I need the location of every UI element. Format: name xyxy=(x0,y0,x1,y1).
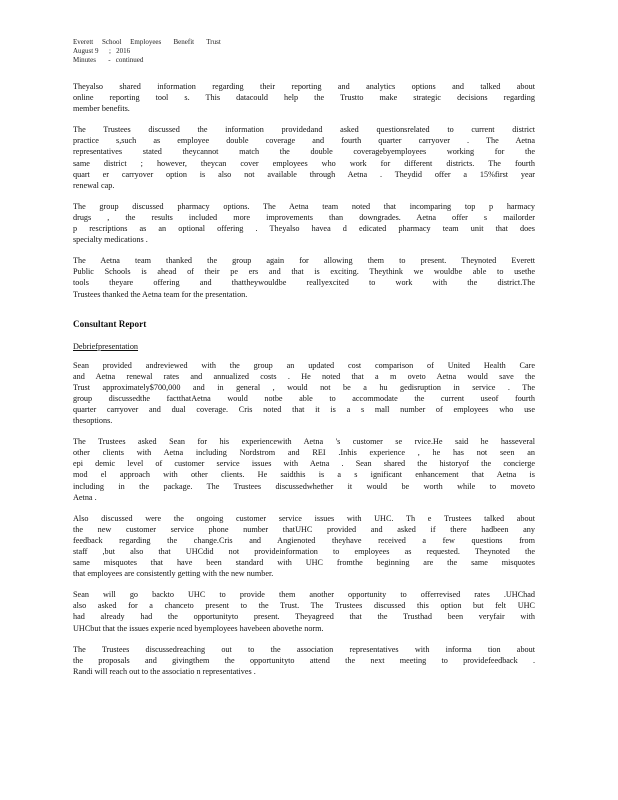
paragraph-line: practice s,such as employee double coverage and fourth quarter carryover . The Aetna xyxy=(73,136,535,146)
paragraph-line: also asked for a chanceto present to the Trust. The Trustees discussed this option but felt UHC xyxy=(73,601,535,611)
paragraph-line: Theyalso shared information regarding their reporting and analytics options and talked about xyxy=(73,82,535,91)
paragraph-line: had already had the opportunityto present. Theyagreed that the Trusthad been veryfair with xyxy=(73,612,535,622)
paragraph-line: The Trustees discussedreaching out to the association representatives with informa tion about xyxy=(73,644,535,654)
paragraph-line: the new customer service phone number thatUHC provided and asked if there hadbeen any xyxy=(73,524,535,534)
paragraph-line: member benefits. xyxy=(73,104,130,114)
paragraph-line: staff ,but also that UHCdid not provideinformation to employees as requested. Theynoted the xyxy=(73,547,535,556)
paragraph-line: specialty medications . xyxy=(73,235,148,245)
paragraph-line: renewal cap. xyxy=(73,180,115,190)
paragraph-line: and Aetna renewal rates and annualized costs . He noted that a m oveto Aetna would save the xyxy=(73,371,535,381)
paragraph xyxy=(73,513,535,580)
paragraph-line: The Trustees asked Sean for his experiencewith Aetna 's customer se rvice.He said he hasseveral xyxy=(73,437,535,447)
paragraph-line: including in the package. The Trustees discussedwhether it would be worth while to moveto xyxy=(73,481,535,491)
document-header xyxy=(73,38,535,65)
paragraph xyxy=(73,124,535,191)
paragraph xyxy=(73,644,535,677)
paragraph-line: epi demic level of customer service issues with Aetna . Sean shared the historyof the concierge xyxy=(73,459,535,469)
paragraph-line: online reporting tool s. This datacould help the Trustto make strategic decisions regarding xyxy=(73,93,535,103)
paragraph-line: Sean provided andreviewed with the group an updated cost comparison of United Health Care xyxy=(73,360,535,370)
paragraph-line: Also discussed were the ongoing customer service issues with UHC. Th e Trustees talked about xyxy=(73,513,535,523)
paragraph-line: other clients with Aetna including Nordstrom and REI .Inhis experience , he has not seen an xyxy=(73,448,535,458)
paragraph-line: Trustees thanked the Aetna team for the presentation. xyxy=(73,289,248,299)
paragraph xyxy=(73,81,535,114)
document-page xyxy=(73,38,535,677)
header-date-line: August 9 ; 2016 xyxy=(73,47,131,55)
paragraph-line: quart er carryover option is also not available through Aetna . Theydid offer a 15%first year xyxy=(73,169,535,179)
consultant-section xyxy=(73,318,535,354)
paragraph-line: Sean will go backto UHC to provide them another opportunity to offerrevised rates .UHChad xyxy=(73,590,535,600)
paragraph xyxy=(73,201,535,245)
paragraph-line: mod el approach with other clients. He saidthis is a s ignificant enhancement that Aetna is xyxy=(73,470,535,480)
paragraph-line: same district ; however, theycan cover employees who work for different districts. The fourth xyxy=(73,158,535,168)
paragraph-line: the proposals and givingthem the opportunityto attend the next meeting to providefeedback . xyxy=(73,655,535,665)
header-minutes-line: Minutes - continued xyxy=(73,56,144,64)
paragraph xyxy=(73,360,535,427)
top-paragraphs xyxy=(73,81,535,300)
paragraph-line: Randi will reach out to the associatio n representatives . xyxy=(73,666,256,676)
section-subtitle: Debriefpresentation xyxy=(73,341,139,351)
paragraph-line: The Trustees discussed the information providedand asked questionsrelated to current district xyxy=(73,125,535,135)
paragraph-line: group discussedthe factthatAetna would notbe able to accommodate the current useof fourth xyxy=(73,393,535,403)
bottom-paragraphs xyxy=(73,360,535,677)
paragraph-line: Aetna . xyxy=(73,492,97,502)
paragraph-line: tools theyare offering and thattheywouldbe reallyexcited to work with the district.The xyxy=(73,278,535,288)
paragraph-line: p rescriptions as an optional offering . Theyalso havea d edicated pharmacy team unit that does xyxy=(73,224,535,234)
paragraph-line: representatives stated theycannot match the double coveragebyemployees working for the xyxy=(73,147,535,157)
paragraph-line: thesoptions. xyxy=(73,416,113,426)
paragraph-line: The group discussed pharmacy options. The Aetna team noted that incomparing top p harmacy xyxy=(73,201,535,211)
paragraph-line: Public Schools is ahead of their pe ers and that is exciting. Theythink we wouldbe able to usethe xyxy=(73,267,535,277)
paragraph-line: feedback regarding the change.Cris and Angienoted theyhave received a few questions from xyxy=(73,535,535,545)
section-title: Consultant Report xyxy=(73,318,147,329)
paragraph-line: UHCbut that the issues experie nced byemployees havebeen abovethe norm. xyxy=(73,623,324,633)
header-org-line: Everett School Employees Benefit Trust xyxy=(73,38,221,46)
paragraph xyxy=(73,589,535,633)
paragraph-line: quarter carryover and dual coverage. Cris noted that it is a s mall number of employees who use xyxy=(73,404,535,414)
paragraph-line: same misquotes that have been standard with UHC fromthe beginning are the same misquotes xyxy=(73,558,535,568)
paragraph-line: The Aetna team thanked the group again for allowing them to present. Theynoted Everett xyxy=(73,256,535,266)
paragraph xyxy=(73,255,535,299)
paragraph-line: drugs , the results included more improvements than downgrades. Aetna offer s mailorder xyxy=(73,212,535,222)
paragraph-line: that employees are consistently getting with the new number. xyxy=(73,569,274,579)
paragraph-line: Trust approximately$700,000 and in general , would not be a hu gedisruption in service . The xyxy=(73,382,535,392)
paragraph xyxy=(73,436,535,503)
